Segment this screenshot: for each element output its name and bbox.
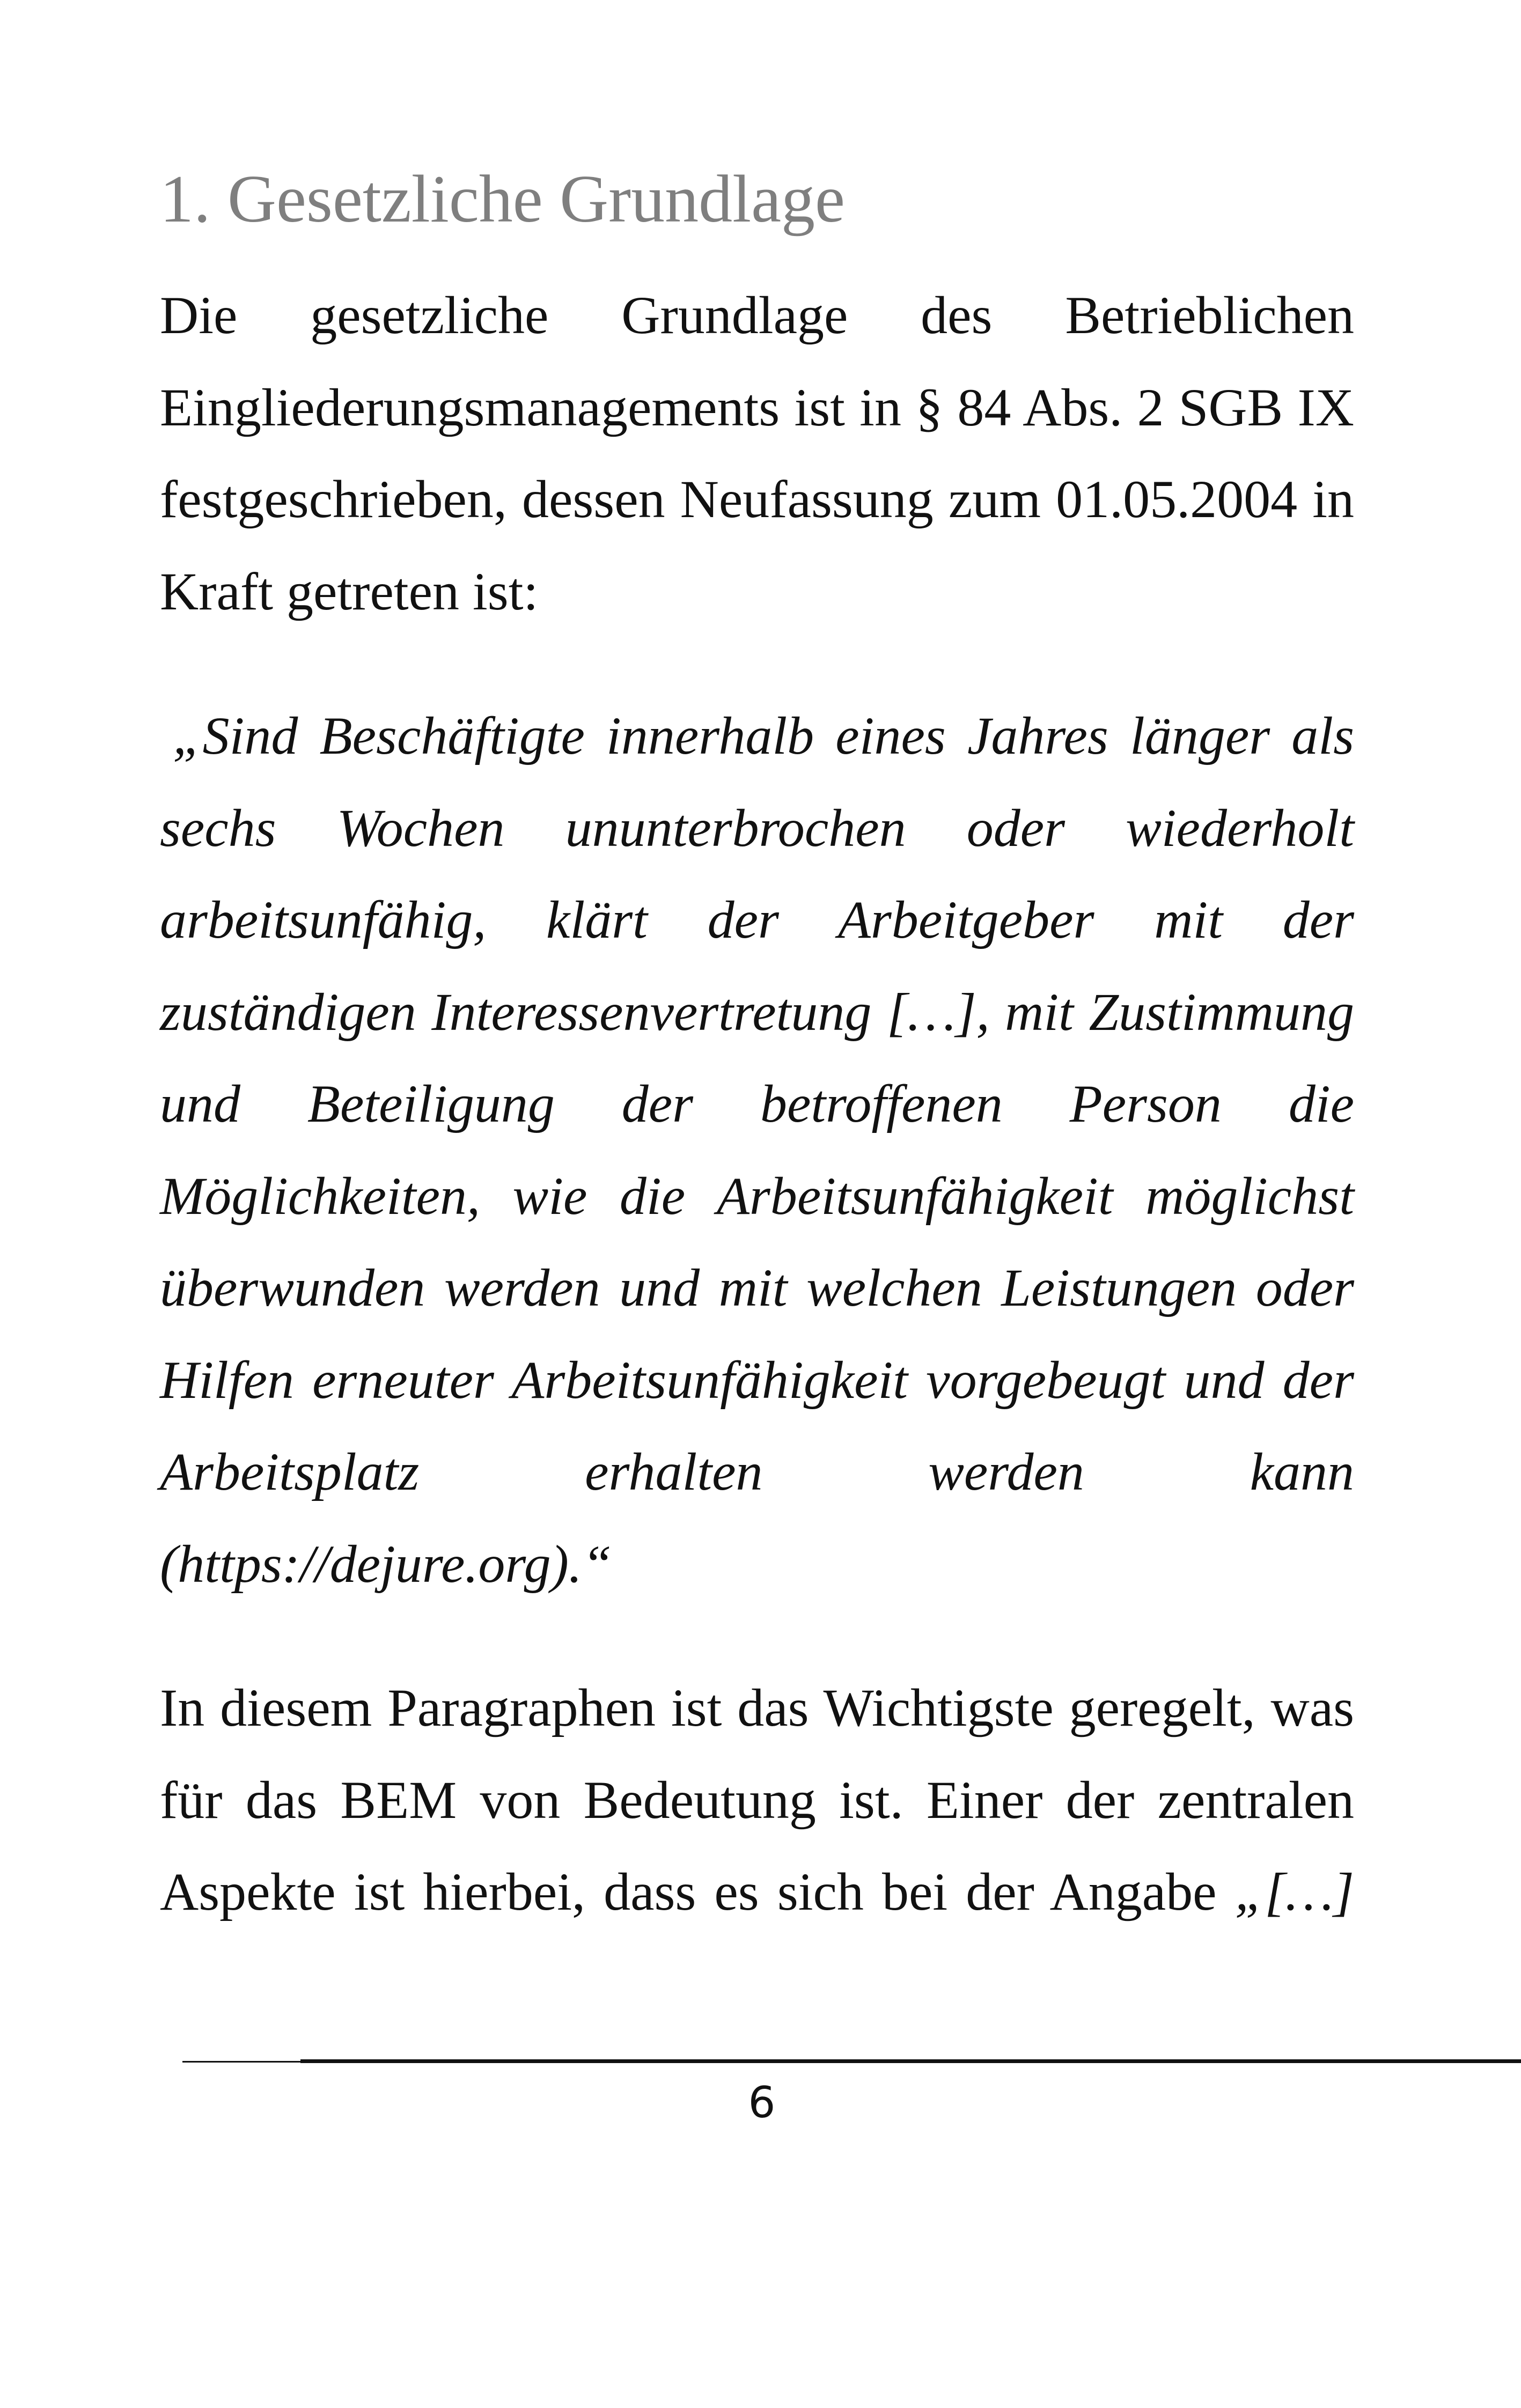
intro-line: festgeschrieben, dessen Neufassung zum 01.05.2004 in [160,469,1354,529]
body-line [160,1846,1354,1938]
quote-line: zuständigen Interessenvertretung […], mit Zustimmung [160,982,1354,1042]
intro-line: Kraft getreten ist: [160,561,539,621]
page-number: 6 [748,2078,776,2127]
law-quote-paragraph [160,690,1354,1610]
quote-line: und Beteiligung der betroffenen Person die [160,1074,1354,1133]
quote-line: arbeitsunfähig, klärt der Arbeitgeber mit der [160,890,1354,949]
body-line-quote-fragment: „[…] [1235,1862,1354,1921]
quote-line: (https://dejure.org).“ [160,1534,612,1594]
section-heading: 1. Gesetzliche Grundlage [160,162,845,237]
footer-rule [182,2061,300,2063]
quote-line: Hilfen erneuter Arbeitsunfähigkeit vorgebeugt und der [160,1350,1354,1410]
body-line-text: Aspekte ist hierbei, dass es sich bei der Angabe [160,1862,1235,1921]
footer-rule [300,2059,1521,2063]
intro-paragraph [160,269,1354,637]
intro-line: Die gesetzliche Grundlage des Betrieblichen [160,285,1354,345]
body-line: In diesem Paragraphen ist das Wichtigste geregelt, was [160,1678,1354,1737]
quote-line: Möglichkeiten, wie die Arbeitsunfähigkeit möglichst [160,1166,1354,1226]
explanation-paragraph [160,1662,1354,1938]
intro-line: Eingliederungsmanagements ist in § 84 Abs. 2 SGB IX [160,377,1354,437]
quote-line: sechs Wochen ununterbrochen oder wiederholt [160,798,1354,858]
quote-line: Arbeitsplatz erhalten werden kann [160,1442,1354,1501]
body-line: für das BEM von Bedeutung ist. Einer der zentralen [160,1770,1354,1830]
quote-line: „Sind Beschäftigte innerhalb eines Jahres länger als [173,706,1354,765]
quote-line: überwunden werden und mit welchen Leistungen oder [160,1258,1354,1317]
